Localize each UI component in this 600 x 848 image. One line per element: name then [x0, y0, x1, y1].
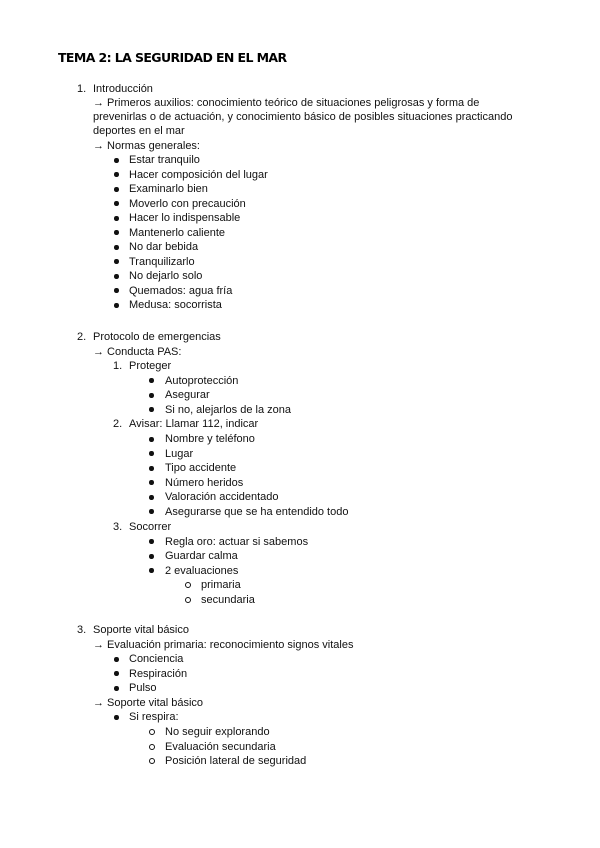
list-item-text: Valoración accidentado	[165, 491, 279, 503]
bullet-icon	[114, 187, 119, 192]
hollow-bullet-icon	[185, 597, 191, 603]
bullet-icon	[149, 539, 154, 544]
step-label: Socorrer	[129, 521, 172, 533]
normas-label: → Normas generales:	[93, 140, 200, 152]
list-item-text: Quemados: agua fría	[129, 285, 233, 297]
list-item-text: 2 evaluaciones	[165, 565, 239, 577]
hollow-bullet-icon	[149, 758, 155, 764]
bullet-icon	[149, 378, 154, 383]
bullet-icon	[149, 509, 154, 514]
list-item-text: Hacer lo indispensable	[129, 212, 241, 224]
list-item-text: Autoprotección	[165, 375, 239, 387]
list-item-text: Tipo accidente	[165, 462, 237, 474]
list-item-text: Medusa: socorrista	[129, 299, 222, 311]
bullet-icon	[114, 715, 119, 720]
hollow-bullet-icon	[185, 582, 191, 588]
list-item-text: Asegurarse que se ha entendido todo	[165, 506, 349, 518]
hollow-bullet-icon	[149, 744, 155, 750]
step-label: Avisar: Llamar 112, indicar	[129, 418, 259, 430]
bullet-icon	[149, 407, 154, 412]
list-item-text: Lugar	[165, 448, 194, 460]
list-item-text: Evaluación secundaria	[165, 741, 276, 753]
list-item-text: Estar tranquilo	[129, 154, 200, 166]
list-item-text: Regla oro: actuar si sabemos	[165, 536, 309, 548]
section-heading: Protocolo de emergencias	[93, 331, 221, 343]
section-number: 3.	[77, 624, 87, 636]
list-item-text: Tranquilizarlo	[129, 256, 195, 268]
list-item-text: No seguir explorando	[165, 726, 270, 738]
list-item-text: Moverlo con precaución	[129, 198, 246, 210]
step-number: 2.	[113, 418, 123, 430]
bullet-icon	[149, 466, 154, 471]
list-item-text: Hacer composición del lugar	[129, 169, 268, 181]
section-number: 2.	[77, 331, 87, 343]
bullet-icon	[114, 158, 119, 163]
bullet-icon	[149, 495, 154, 500]
list-item-text: Pulso	[129, 682, 157, 694]
intro-line: deportes en el mar	[93, 125, 185, 137]
list-item-text: secundaria	[201, 594, 255, 606]
bullet-icon	[149, 451, 154, 456]
conducta-label: → Conducta PAS:	[93, 346, 182, 358]
bullet-icon	[114, 172, 119, 177]
bullet-icon	[114, 259, 119, 264]
list-item-text: Si respira:	[129, 711, 179, 723]
step-label: Proteger	[129, 360, 172, 372]
bullet-icon	[114, 274, 119, 279]
list-item-text: Mantenerlo caliente	[129, 227, 226, 239]
document-title: TEMA 2: LA SEGURIDAD EN EL MAR	[58, 50, 287, 65]
list-item-text: Guardar calma	[165, 550, 238, 562]
list-item-text: Examinarlo bien	[129, 183, 208, 195]
step-number: 1.	[113, 360, 123, 372]
intro-line: prevenirlas o de actuación, y conocimiento básico de posibles situaciones practicando	[93, 111, 513, 123]
intro-line: → Primeros auxilios: conocimiento teórico de situaciones peligrosas y forma de	[93, 97, 480, 109]
bullet-icon	[114, 230, 119, 235]
soporte-label: → Soporte vital básico	[93, 697, 204, 709]
bullet-icon	[149, 480, 154, 485]
list-item-text: Conciencia	[129, 653, 184, 665]
list-item-text: Nombre y teléfono	[165, 433, 255, 445]
bullet-icon	[149, 554, 154, 559]
list-item-text: primaria	[201, 579, 241, 591]
section-heading: Introducción	[93, 83, 153, 95]
hollow-bullet-icon	[149, 729, 155, 735]
bullet-icon	[114, 657, 119, 662]
list-item-text: Si no, alejarlos de la zona	[165, 404, 291, 416]
section-heading: Soporte vital básico	[93, 624, 189, 636]
list-item-text: Asegurar	[165, 389, 210, 401]
bullet-icon	[114, 671, 119, 676]
list-item-text: No dejarlo solo	[129, 270, 203, 282]
bullet-icon	[114, 216, 119, 221]
bullet-icon	[149, 568, 154, 573]
list-item-text: No dar bebida	[129, 241, 199, 253]
list-item-text: Posición lateral de seguridad	[165, 755, 307, 767]
step-number: 3.	[113, 521, 123, 533]
list-item-text: Número heridos	[165, 477, 244, 489]
bullet-icon	[149, 437, 154, 442]
bullet-icon	[149, 393, 154, 398]
bullet-icon	[114, 245, 119, 250]
bullet-icon	[114, 201, 119, 206]
evaluacion-label: → Evaluación primaria: reconocimiento signos vitales	[93, 639, 354, 651]
bullet-icon	[114, 686, 119, 691]
bullet-icon	[114, 303, 119, 308]
bullet-icon	[114, 288, 119, 293]
list-item-text: Respiración	[129, 668, 188, 680]
section-number: 1.	[77, 83, 87, 95]
